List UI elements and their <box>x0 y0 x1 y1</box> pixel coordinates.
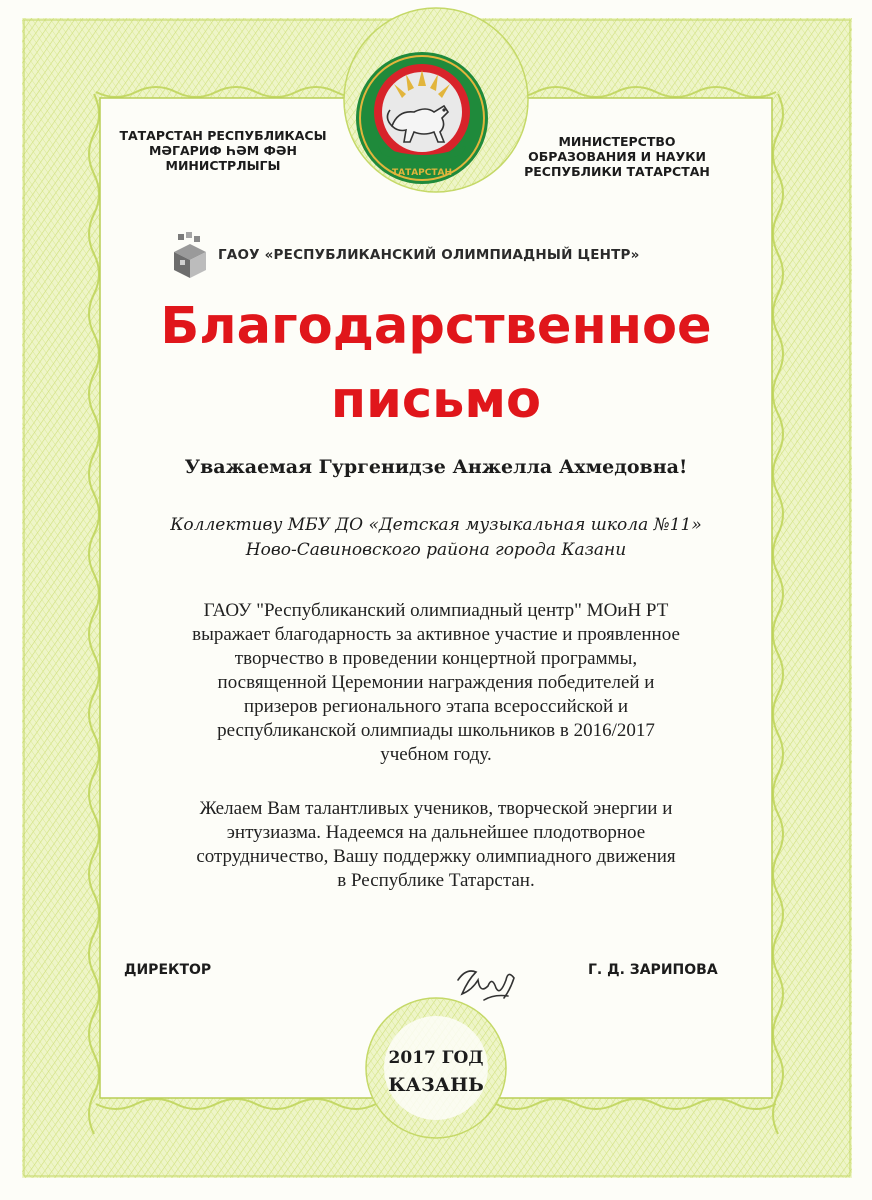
ministry-tatar-line: ТАТАРСТАН РЕСПУБЛИКАСЫ <box>119 128 327 143</box>
ministry-russian-line: РЕСПУБЛИКИ ТАТАРСТАН <box>524 164 710 179</box>
body-line: учебном году. <box>380 744 492 765</box>
ministry-tatar-line: МӘГАРИФ ҺӘМ ФӘН <box>148 143 298 158</box>
wishes-paragraph <box>120 797 752 893</box>
document-title-line-2: письмо <box>330 371 542 430</box>
ministry-tatar-line: МИНИСТРЛЫГЫ <box>165 158 281 173</box>
body-line: выражает благодарность за активное участие и проявленное <box>192 624 680 645</box>
recipient-collective <box>0 513 872 563</box>
director-label: ДИРЕКТОР <box>124 962 212 978</box>
issue-year: 2017 ГОД <box>388 1048 484 1068</box>
emblem-label: ТАТАРСТАН <box>391 168 453 178</box>
body-line: творчество в проведении концертной программы, <box>234 648 638 669</box>
wishes-line: Желаем Вам талантливых учеников, творческой энергии и <box>199 798 673 819</box>
body-line: призеров регионального этапа всероссийской и <box>243 696 629 717</box>
document-title-line-1: Благодарственное <box>160 297 712 356</box>
salutation: Уважаемая Гургенидзе Анжелла Ахмедовна! <box>184 456 688 478</box>
wishes-line: сотрудничество, Вашу поддержку олимпиадного движения <box>196 846 676 867</box>
recipient-line: Ново-Савиновского района города Казани <box>245 540 627 560</box>
organization-name: ГАОУ «РЕСПУБЛИКАНСКИЙ ОЛИМПИАДНЫЙ ЦЕНТР» <box>218 247 640 263</box>
wishes-line: энтузиазма. Надеемся на дальнейшее плодотворное <box>226 822 646 843</box>
body-line: ГАОУ "Республиканский олимпиадный центр" МОиН РТ <box>203 600 669 621</box>
organization-line <box>170 228 690 282</box>
recipient-line: Коллективу МБУ ДО «Детская музыкальная школа №11» <box>170 515 702 535</box>
ministry-russian-line: МИНИСТЕРСТВО <box>558 134 676 149</box>
body-line: посвященной Церемонии награждения победителей и <box>217 672 655 693</box>
director-name: Г. Д. ЗАРИПОВА <box>588 962 718 978</box>
olympiad-center-logo-icon <box>170 230 210 280</box>
tatarstan-coat-of-arms-icon <box>352 48 492 188</box>
handwritten-signature-icon <box>448 950 538 1010</box>
ministry-russian-line: ОБРАЗОВАНИЯ И НАУКИ <box>528 149 706 164</box>
body-line: республиканской олимпиады школьников в 2016/2017 <box>217 720 655 741</box>
wishes-line: в Республике Татарстан. <box>337 870 535 891</box>
issue-city: КАЗАНЬ <box>388 1074 484 1096</box>
gratitude-paragraph <box>120 599 752 767</box>
ministry-russian-heading <box>512 134 722 179</box>
ministry-tatar-heading <box>108 128 338 173</box>
